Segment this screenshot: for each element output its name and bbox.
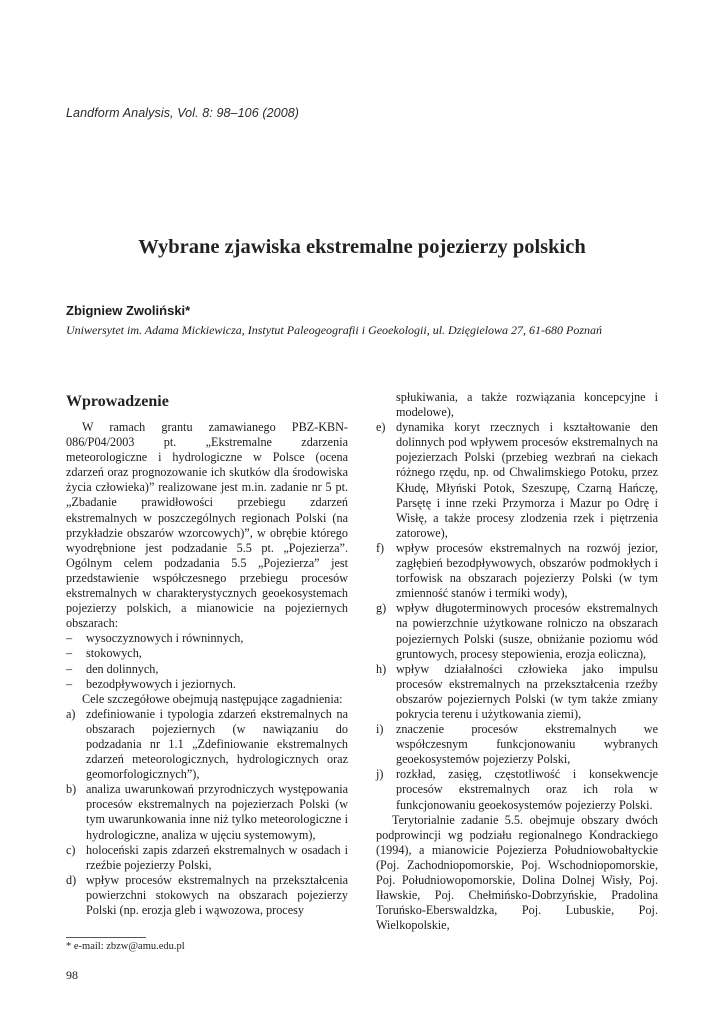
list-item [66,646,348,661]
article-title: Wybrane zjawiska ekstremalne pojezierzy polskich [138,236,586,258]
right-column [376,390,658,933]
list-item [376,390,658,420]
list-item [376,662,658,722]
left-column [66,390,348,918]
list-marker: c) [66,842,76,857]
list-marker: b) [66,782,77,797]
list-item-text: bezodpływowych i jeziornych. [86,676,236,691]
goals-list-left [66,707,348,918]
list-item-text: znaczenie procesów ekstremalnych we współczesnym funkcjonowaniu wybranych geoekosystemów pojezierzy Polski, [396,722,658,767]
goals-list-right [376,420,658,812]
footnote: * e-mail: zbzw@amu.edu.pl [66,941,185,952]
list-marker: – [66,676,73,691]
list-marker: f) [376,540,385,555]
list-item-text: wpływ procesów ekstremalnych na przekształcenia powierzchni stokowych na obszarach pojezierzy Polski (np. erozja gleb i wąwozowa, procesy [86,872,348,917]
journal-reference: Landform Analysis, Vol. 8: 98–106 (2008) [66,106,300,120]
list-item [66,677,348,692]
section-heading: Wprowadzenie [66,393,169,410]
territory-paragraph: Terytorialnie zadanie 5.5. obejmuje obszary dwóch podprowincji wg podziału regionalnego Kondrackiego (1994), a mianowicie Pojezierza Południowobałtyckie (Poj. Zachodniopomorskie, Poj. Wschodniopomorskie, Poj. Południowopomorskie, Dolina Dolnej Wisły, Poj. Iławskie, Poj. Chełmińsko-Dobrzyńskie, Pradolina Toruńsko-Eberswaldzka, Poj. Lubuskie, Poj. Wielkopolskie, [376,812,658,933]
list-item-text: wpływ długoterminowych procesów ekstremalnych na powierzchnie użytkowane rolniczo na obszarach pojeziernych Polski (susze, obniżanie poziomu wód gruntowych, procesy stepowienia, erozja eoliczna), [396,601,658,661]
footnote-divider [66,937,146,938]
list-item [376,601,658,661]
areas-list [66,631,348,691]
list-item [376,722,658,767]
list-item-text: analiza uwarunkowań przyrodniczych występowania procesów ekstremalnych na pojezierzach Polski (w tym uwarunkowania inne niż tylko meteorologiczne i hydrologiczne, analiza w ujęciu systemowym), [86,782,348,842]
list-item [376,767,658,812]
intro-paragraph: W ramach grantu zamawianego PBZ-KBN-086/P04/2003 pt. „Ekstremalne zdarzenia meteorologiczne i hydrologiczne w Polsce (ocena zdarzeń oraz prognozowanie ich skutków dla środowiska życia człowieka)” realizowane jest m.in. zadanie nr 5 pt. „Zbadanie prawidłowości przebiegu zdarzeń ekstremalnych w poszczególnych regionach Polski (na przykładzie obszarów wzorcowych)”, w obrębie którego wyodrębnione jest podzadanie 5.5 pt. „Pojezierza”. Ogólnym celem podzadania 5.5 „Pojezierza” jest przedstawienie współczesnego przebiegu procesów ekstremalnych w charakterystycznych geoekosystemach pojezierzy polskich, a mianowicie na pojeziernych obszarach: [66,420,348,631]
list-item [66,873,348,918]
list-item-text: den dolinnych, [86,661,159,676]
list-item [66,631,348,646]
list-item-text: holoceński zapis zdarzeń ekstremalnych w osadach i rzeźbie pojezierzy Polski, [86,842,348,872]
list-item [66,843,348,873]
list-marker: e) [376,420,386,435]
list-marker: g) [376,601,387,616]
list-item-text: wpływ procesów ekstremalnych na rozwój jezior, zagłębień bezodpływowych, obszarów podmokłych i torfowisk na obszarach pojezierzy Polski (w tym zmienność stanów i termiki wody), [396,540,658,601]
goal-d-continuation: spłukiwania, a także rozwiązania koncepcyjne i modelowe), [396,390,658,420]
list-marker: – [66,661,73,676]
list-marker: j) [376,767,384,782]
goals-continuation-list [376,390,658,420]
list-item-text: zdefiniowanie i typologia zdarzeń ekstremalnych na obszarach pojeziernych (w nawiązaniu do podzadania nr 1.1 „Zdefiniowanie ekstremalnych zdarzeń meteorologicznych, hydrologicznych oraz geomorfologicznych”), [86,706,348,782]
list-item-text: dynamika koryt rzecznych i kształtowanie den dolinnych pod wpływem procesów ekstremalnych na pojezierzach Polski (przebieg wezbrań na ciekach różnego rzędu, np. od Chwalimskiego Potoku, przez Kłudę, Młyński Potok, Szeszupę, Czarną Hańczę, Parsętę i inne rzeki Przymorza i Mazur po Odrę i Wisłę, a także procesy zlodzenia rzek i piętrzenia zatorowe), [396,420,658,540]
list-marker: d) [66,872,77,887]
list-item [376,541,658,601]
list-marker: – [66,631,73,646]
list-marker: – [66,646,73,661]
page-number: 98 [66,968,78,982]
list-item-text: stokowych, [86,646,142,661]
list-marker [376,390,396,420]
list-marker: a) [66,706,76,721]
list-marker: h) [376,661,387,676]
list-item [66,707,348,782]
author-affiliation: Uniwersytet im. Adama Mickiewicza, Instytut Paleogeografii i Geoekologii, ul. Dzięgielowa 27, 61-680 Poznań [66,323,603,337]
list-item-text: wysoczyznowych i równinnych, [86,631,244,646]
goals-intro: Cele szczegółowe obejmują następujące zagadnienia: [82,691,343,706]
list-item-text: wpływ działalności człowieka jako impulsu procesów ekstremalnych na przekształcenia rzeźby obszarów pojeziernych Polski (w tym także zmiany pokrycia terenu i użytkowania ziemi), [396,661,658,721]
list-item [66,782,348,842]
list-marker: i) [376,722,384,737]
list-item [66,662,348,677]
list-item-text: rozkład, zasięg, częstotliwość i konsekwencje procesów ekstremalnych oraz ich rola w funkcjonowaniu geoekosystemów pojezierzy Polski. [396,767,658,812]
list-item [376,420,658,541]
author-name: Zbigniew Zwoliński* [66,303,191,318]
